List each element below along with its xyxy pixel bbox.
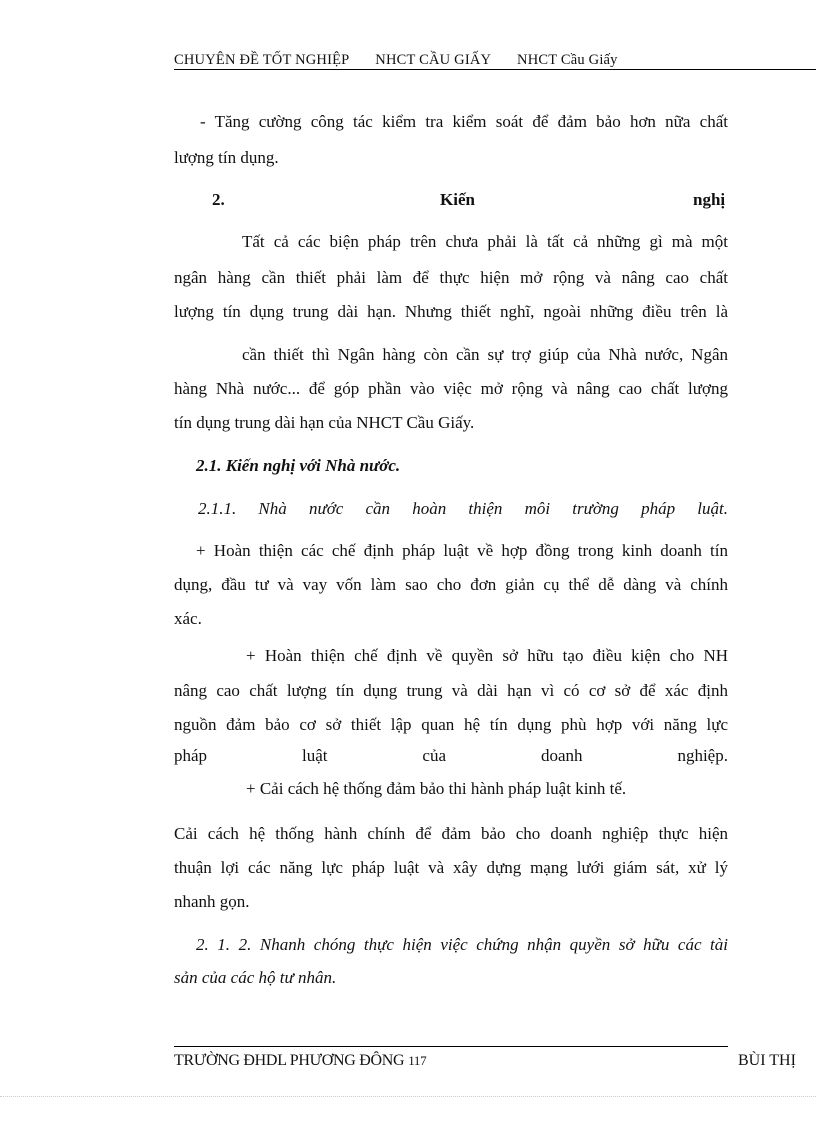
line-word: nghiệp. (677, 746, 728, 765)
p6-line-1: Cải cách hệ thống hành chính để đảm bảo cho doanh nghiệp thực hiện (174, 824, 728, 843)
p4-line-3: xác. (174, 609, 202, 628)
p3-line-3: tín dụng trung dài hạn của NHCT Cầu Giấy. (174, 413, 475, 432)
heading-word: thiện (468, 499, 503, 518)
line-word: doanh (540, 746, 583, 765)
section-2-title-a: Kiến (440, 190, 475, 209)
heading-word: hoàn (412, 499, 447, 518)
p6-line-2: thuận lợi các năng lực pháp luật và xây dựng mạng lưới giám sát, xử lý (174, 858, 728, 877)
p5-line-1: + Hoàn thiện chế định về quyền sở hữu tạo điều kiện cho NH (246, 646, 728, 665)
line-word: của (422, 746, 447, 765)
heading-word: 2.1.1. (198, 499, 237, 518)
header-part-1: CHUYÊN ĐỀ TỐT NGHIỆP (174, 52, 350, 68)
p2-line-1: Tất cả các biện pháp trên chưa phải là tất cả những gì mà một (242, 232, 728, 251)
page-number: 117 (408, 1053, 427, 1068)
p5-line-2: nâng cao chất lượng tín dụng trung và dài hạn vì có cơ sở để xác định (174, 681, 728, 700)
footer-school: TRƯỜNG ĐHDL PHƯƠNG ĐÔNG (174, 1052, 405, 1069)
heading-word: luật. (697, 499, 728, 518)
section-2-title-b: nghị (693, 190, 726, 209)
heading-word: Nhà (258, 499, 287, 518)
line-word: luật (301, 746, 328, 765)
heading-word: nước (308, 499, 344, 518)
footer-rule (174, 1046, 728, 1047)
subsection-2-1-1-heading (198, 499, 728, 519)
heading-word: môi (524, 499, 551, 518)
p3-line-2: hàng Nhà nước... để góp phần vào việc mở rộng và nâng cao chất lượng (174, 379, 728, 398)
p1-line-2: lượng tín dụng. (174, 148, 279, 167)
p5-line-3: nguồn đảm bảo cơ sở thiết lập quan hệ tín dụng phù hợp với năng lực (174, 715, 728, 734)
p5-line-5: + Cải cách hệ thống đảm bảo thi hành pháp luật kinh tế. (246, 779, 627, 798)
page-bottom-border (0, 1096, 816, 1097)
heading-word: pháp (641, 499, 676, 518)
line-word: pháp (174, 746, 208, 765)
heading-word: trường (572, 499, 619, 518)
p2-line-2: ngân hàng cần thiết phải làm để thực hiện mở rộng và nâng cao chất (174, 268, 728, 287)
p5-line-4 (174, 746, 728, 766)
section-2-number: 2. (212, 190, 225, 209)
subsection-2-1-2-line-2: sản của các hộ tư nhân. (174, 968, 337, 987)
page-header (174, 52, 640, 69)
heading-word: cần (365, 499, 391, 518)
p4-line-1: + Hoàn thiện các chế định pháp luật về hợp đồng trong kinh doanh tín (196, 541, 728, 560)
p4-line-2: dụng, đầu tư và vay vốn làm sao cho đơn giản cụ thể dễ dàng và chính (174, 575, 728, 594)
p3-line-1: cần thiết thì Ngân hàng còn cần sự trợ giúp của Nhà nước, Ngân (242, 345, 728, 364)
header-rule (174, 69, 816, 70)
header-part-3: NHCT Cầu Giấy (517, 52, 618, 68)
footer-left (174, 1052, 426, 1070)
subsection-2-1-2-line-1: 2. 1. 2. Nhanh chóng thực hiện việc chứng nhận quyền sở hữu các tài (196, 935, 728, 954)
p2-line-3: lượng tín dụng trung dài hạn. Nhưng thiết nghĩ, ngoài những điều trên là (174, 302, 728, 321)
p1-line-1: - Tăng cường công tác kiểm tra kiểm soát để đảm bảo hơn nữa chất (200, 112, 728, 131)
header-part-2: NHCT CẦU GIẤY (375, 52, 492, 68)
subsection-2-1-heading: 2.1. Kiến nghị với Nhà nước. (196, 456, 401, 475)
p6-line-3: nhanh gọn. (174, 892, 250, 911)
footer-author: BÙI THỊ (738, 1052, 796, 1069)
